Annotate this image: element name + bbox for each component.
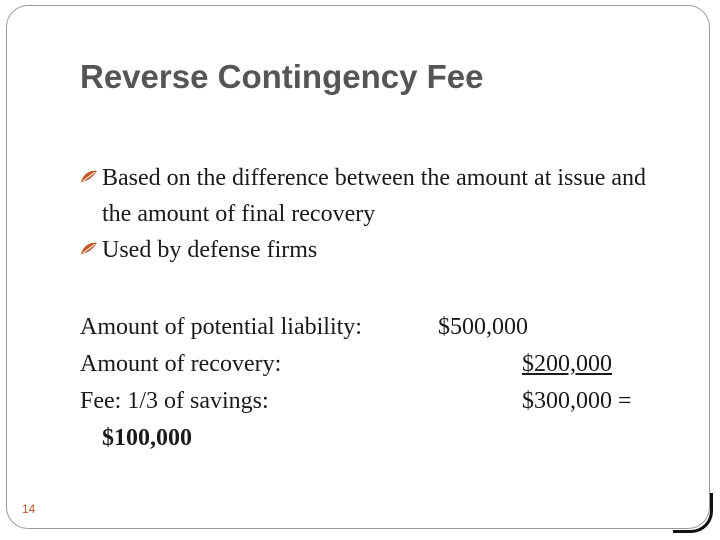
bullet-item [80, 232, 660, 268]
calc-label: Amount of potential liability: [80, 314, 362, 340]
bullet-text: Based on the difference between the amount at issue and the amount of final recovery [102, 165, 647, 227]
calc-value: $200,000 [522, 351, 612, 377]
bullet-item [80, 160, 660, 232]
calc-row-recovery [80, 346, 660, 383]
calc-label: Fee: 1/3 of savings: [80, 388, 269, 414]
leaf-bullet-icon [80, 241, 98, 257]
bullet-list [80, 160, 660, 268]
calc-label: Amount of recovery: [80, 351, 282, 377]
leaf-bullet-icon [80, 169, 98, 185]
calculation-block [80, 309, 660, 451]
calc-value: $300,000 = [522, 388, 632, 414]
calc-row-liability [80, 309, 660, 346]
frame-shadow [673, 493, 713, 533]
calc-value: $500,000 [438, 314, 528, 340]
calc-result: $100,000 [102, 425, 192, 451]
calc-row-fee [80, 383, 660, 420]
page-number: 14 [22, 502, 36, 516]
slide-title: Reverse Contingency Fee [80, 58, 484, 95]
bullet-text: Used by defense firms [102, 237, 318, 263]
